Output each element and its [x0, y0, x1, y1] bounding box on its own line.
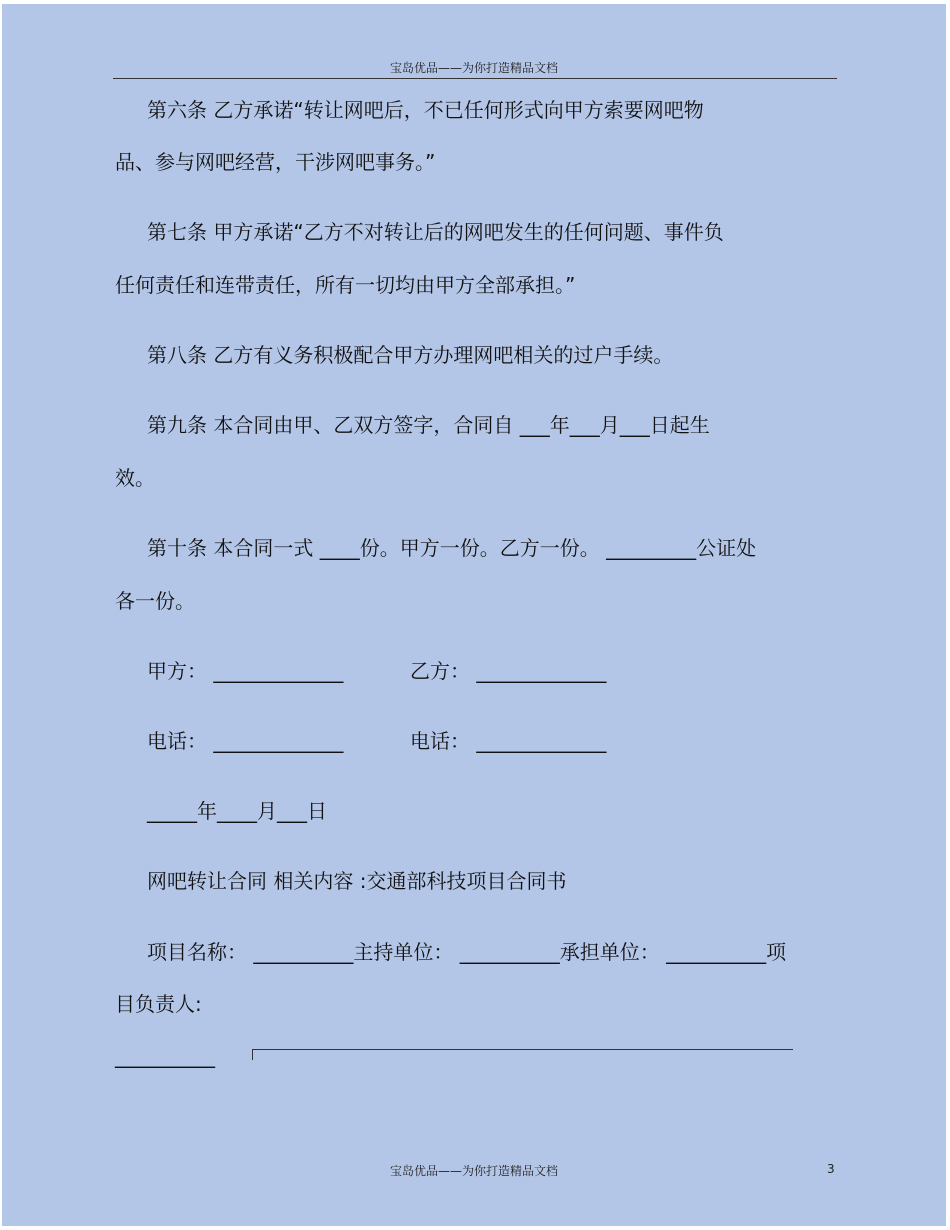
party-b-phone-field: 电话： _____________	[410, 729, 607, 753]
document-page	[2, 4, 946, 1226]
party-a-phone-field: 电话： _____________	[147, 729, 344, 753]
project-info-line-1: 项目名称： __________主持单位： __________承担单位： __________项	[147, 940, 787, 964]
project-info-line-2: 目负责人:	[115, 992, 202, 1016]
clause-7-line-2: 任何责任和连带责任，所有一切均由甲方全部承担。”	[115, 273, 576, 297]
clause-6-line-1: 第六条 乙方承诺“转让网吧后，不已任何形式向甲方索要网吧物	[147, 98, 704, 122]
clause-7-line-1: 第七条 甲方承诺“乙方不对转让后的网吧发生的任何问题、事件负	[147, 220, 724, 244]
page-footer: 宝岛优品——为你打造精品文档	[389, 1164, 558, 1178]
header-rule	[113, 78, 837, 79]
clause-9-line-2: 效。	[115, 466, 155, 490]
page-number: 3	[827, 1162, 835, 1176]
clause-10-line-1: 第十条 本合同一式 ____份。甲方一份。乙方一份。 _________公证处	[147, 536, 757, 560]
related-content-line: 网吧转让合同 相关内容 :交通部科技项目合同书	[147, 869, 567, 893]
clause-9-line-1: 第九条 本合同由甲、乙双方签字，合同自 ___年___月___日起生	[147, 413, 710, 437]
table-frame-corner	[252, 1049, 793, 1060]
party-b-signature-field: 乙方： _____________	[410, 659, 607, 683]
party-a-signature-field: 甲方： _____________	[147, 659, 344, 683]
date-field: _____年____月___日	[147, 799, 327, 823]
clause-10-line-2: 各一份。	[115, 589, 195, 613]
page-header: 宝岛优品——为你打造精品文档	[389, 61, 558, 75]
project-leader-blank: __________	[115, 1044, 215, 1068]
clause-6-line-2: 品、参与网吧经营，干涉网吧事务。”	[115, 150, 436, 174]
clause-8: 第八条 乙方有义务积极配合甲方办理网吧相关的过户手续。	[147, 343, 674, 367]
